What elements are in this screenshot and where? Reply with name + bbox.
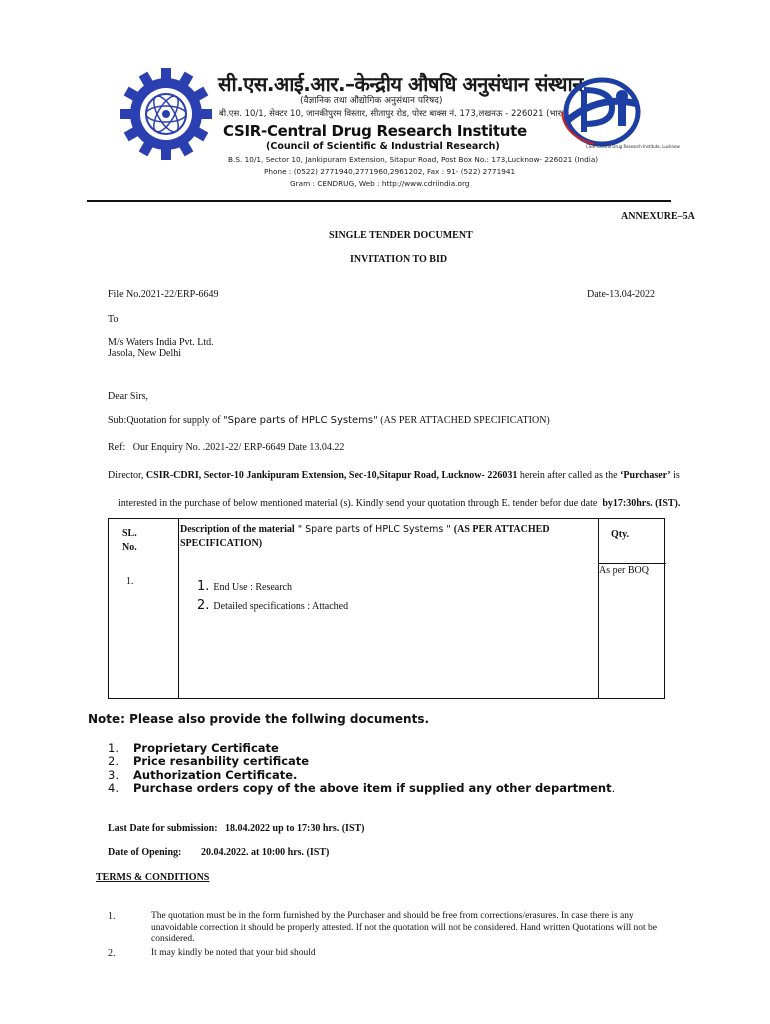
right-logo-caption: CSIR-Central Drug Research Institute, Lucknow xyxy=(586,144,680,149)
row-description xyxy=(197,577,348,615)
header-sl-line2: No. xyxy=(122,542,137,553)
material-table xyxy=(108,518,665,699)
opening-value: 20.04.2022. at 10:00 hrs. (IST) xyxy=(201,847,330,858)
row-item-1-text: End Use : Research xyxy=(213,582,292,593)
header-qty: Qty. xyxy=(611,529,630,540)
letterhead-english-title: CSIR-Central Drug Research Institute xyxy=(223,122,527,140)
opening-label: Date of Opening: xyxy=(108,847,182,858)
row-item-2-text: Detailed specifications : Attached xyxy=(213,601,349,612)
addressee-line-2: Jasola, New Delhi xyxy=(108,348,182,359)
csir-gear-logo xyxy=(118,66,214,162)
document-text: Price resanbility certificate xyxy=(133,754,310,769)
term-2-text: It may kindly be noted that your bid should xyxy=(151,948,316,958)
document-text: Authorization Certificate. xyxy=(133,767,298,782)
row-item-1 xyxy=(197,577,348,596)
document-item xyxy=(108,769,615,782)
reference-line: Ref: Our Enquiry No. .2021-22/ ERP-6649 Date 13.04.22 xyxy=(108,442,345,453)
body-part-5: is xyxy=(670,470,680,481)
row-sl: 1. xyxy=(126,576,134,587)
letterhead-council: (Council of Scientific & Industrial Research) xyxy=(266,141,500,152)
body-address: CSIR-CDRI, Sector-10 Jankipuram Extension, Sec-10,Sitapur Road, Lucknow- 226031 xyxy=(145,470,518,481)
row-item-2-num: 2. xyxy=(197,598,210,613)
body-paragraph xyxy=(108,469,681,525)
document-item xyxy=(108,782,615,795)
document-num: 3. xyxy=(108,767,119,782)
body-purchaser: ‘Purchaser’ xyxy=(620,470,671,481)
letterhead-divider xyxy=(87,200,671,202)
document-tail: . xyxy=(611,780,616,795)
header-sl-line1: SL. xyxy=(122,528,137,539)
cdri-emblem-logo xyxy=(554,74,680,156)
terms-heading: TERMS & CONDITIONS xyxy=(96,872,210,883)
subject-suffix: (AS PER ATTACHED SPECIFICATION) xyxy=(377,415,550,426)
last-date-submission: Last Date for submission: 18.04.2022 up to 17:30 hrs. (IST) xyxy=(108,823,365,834)
term-1-text: The quotation must be in the form furnished by the Purchaser and should be free from corrections/erasures. In case there is any unavoidable correction it should be properly attested. If not the quotation will not be considered. Hand written Quotations will not be considered. xyxy=(151,911,658,944)
documents-note: Note: Please also provide the follwing documents. xyxy=(88,712,430,726)
term-1-num: 1. xyxy=(108,911,116,922)
document-text: Purchase orders copy of the above item if supplied any other department xyxy=(133,780,612,795)
subject-line xyxy=(108,415,550,426)
addressee-line-1: M/s Waters India Pvt. Ltd. xyxy=(108,337,214,348)
document-num: 1. xyxy=(108,741,119,755)
documents-list xyxy=(108,742,615,795)
letterhead-hindi-title: सी.एस.आई.आर.–केन्द्रीय औषधि अनुसंधान संस्थान xyxy=(218,72,583,96)
header-description xyxy=(180,523,598,551)
subject-item: "Spare parts of HPLC Systems" xyxy=(223,415,378,426)
letterhead-hindi-subtitle: (वैज्ञानिक तथा औद्योगिक अनुसंधान परिषद) xyxy=(300,96,443,106)
letterhead-hindi-address: बी.एस. 10/1, सेक्टर 10, जानकीपुरम विस्तार, सीतापुर रोड, पोस्ट बाक्स नं. 173,लखनऊ - 226021 (भारत) xyxy=(219,109,570,119)
header-desc-line2: SPECIFICATION) xyxy=(180,538,263,549)
document-item xyxy=(108,755,615,768)
header-sl-no xyxy=(122,527,137,555)
header-desc-item: " Spare parts of HPLC Systems " xyxy=(294,524,454,535)
subject-prefix: Sub:Quotation for supply of xyxy=(108,415,223,426)
annexure-label: ANNEXURE–5A xyxy=(621,211,695,222)
letter-date: Date-13.04-2022 xyxy=(587,289,656,300)
document-subheading: INVITATION TO BID xyxy=(350,254,448,265)
body-part-6: interested in the purchase of below mentioned material (s). Kindly send your quotation through E. tender befor due date xyxy=(118,498,603,509)
document-num: 2. xyxy=(108,754,119,769)
row-item-1-num: 1. xyxy=(197,579,210,594)
file-number: File No.2021-22/ERP-6649 xyxy=(108,289,219,300)
row-qty: As per BOQ xyxy=(599,565,649,576)
header-desc-suffix: (AS PER ATTACHED xyxy=(453,524,550,535)
letterhead-phone: Phone : (0522) 2771940,2771960,2961202, Fax : 91- (522) 2771941 xyxy=(264,167,516,176)
salutation: Dear Sirs, xyxy=(108,391,148,402)
body-part-1: Director, xyxy=(108,470,146,481)
document-text: Proprietary Certificate xyxy=(133,741,279,755)
term-2-num: 2. xyxy=(108,948,116,959)
document-num: 4. xyxy=(108,780,119,795)
header-desc-prefix: Description of the material xyxy=(180,524,295,535)
body-deadline: by17:30hrs. (IST). xyxy=(602,498,681,509)
row-item-2 xyxy=(197,596,348,615)
document-heading: SINGLE TENDER DOCUMENT xyxy=(329,230,473,241)
letterhead-gram: Gram : CENDRUG, Web : http://www.cdriindia.org xyxy=(290,179,470,188)
to-label: To xyxy=(108,314,119,325)
document-item xyxy=(108,742,615,755)
body-part-3: herein after called as the xyxy=(517,470,621,481)
letterhead-address: B.S. 10/1, Sector 10, Jankipuram Extension, Sitapur Road, Post Box No.: 173,Lucknow- 226021 (India) xyxy=(228,155,599,164)
